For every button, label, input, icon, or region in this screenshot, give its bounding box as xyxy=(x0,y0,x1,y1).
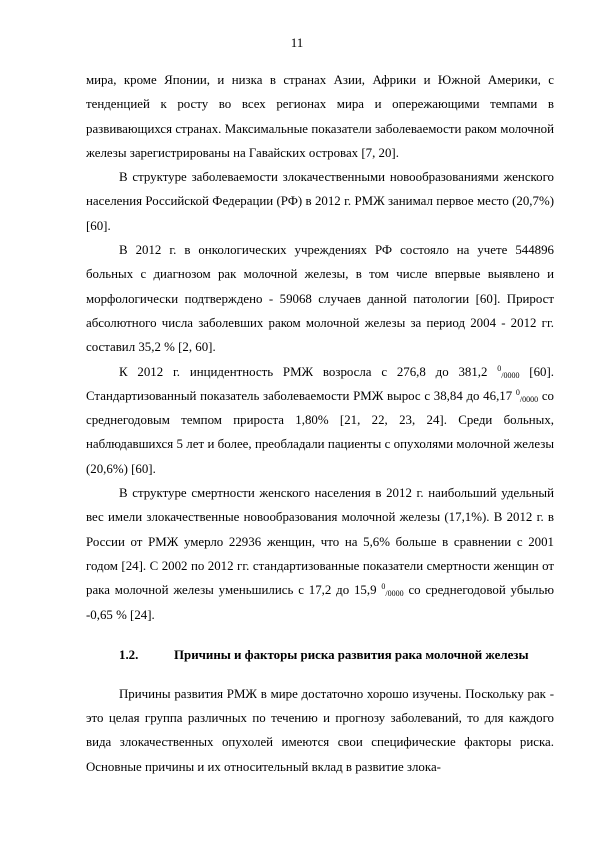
page-number: 11 xyxy=(290,35,304,50)
section-heading xyxy=(86,643,554,667)
unit-subscript: /0000 xyxy=(385,589,404,599)
paragraph-5-part-2: со среднегодовой убылью -0,65 % [24]. xyxy=(86,583,554,622)
section-title: Причины и факторы риска развития рака молочной железы xyxy=(174,647,529,662)
paragraph-1: мира, кроме Японии, и низка в странах Азии, Африки и Южной Америки, с тенденцией к росту во всех регионах мира и опережающими темпами в развивающихся странах. Максимальные показатели заболеваемости раком молочной железы зарегистрированы на Гавайских островах [7, 20]. xyxy=(86,73,554,160)
paragraph-4 xyxy=(86,360,554,481)
paragraph-5 xyxy=(86,481,554,627)
paragraph-5-part-1: В структуре смертности женского населения в 2012 г. наибольший удельный вес имели злокачественные новообразования молочной железы (17,1%). В 2012 г. в России от РМЖ умерло 22936 женщин, что на 5,6% больше в сравнении с 2001 годом [24]. С 2002 по 2012 гг. стандартизованные показатели смертности женщин от рака молочной железы уменьшились с 17,2 до 15,9 xyxy=(86,486,554,598)
paragraph-4-part-2: [60]. Стандартизованный показатель заболеваемости РМЖ вырос с 38,84 до 46,17 xyxy=(86,364,554,403)
unit-superscript: 0 xyxy=(381,582,386,592)
page-body xyxy=(86,68,554,779)
paragraph-6: Причины развития РМЖ в мире достаточно хорошо изучены. Поскольку рак - это целая группа различных по течению и прогнозу заболеваний, то для каждого вида злокачественных опухолей имеются свои специфические факторы риска. Основные причины и их относительный вклад в развитие злока- xyxy=(86,686,554,774)
paragraph-3: В 2012 г. в онкологических учреждениях РФ состояло на учете 544896 больных с диагнозом рак молочной железы, в том числе впервые выявлено и морфологически подтверждено - 59068 случаев данной патологии [60]. Прирост абсолютного числа заболевших раком молочной железы за период 2004 - 2012 гг. составил 35,2 % [2, 60]. xyxy=(86,243,554,355)
paragraph-4-part-1: К 2012 г. инцидентность РМЖ возросла с 276,8 до 381,2 xyxy=(119,364,498,379)
unit-superscript: 0 xyxy=(515,387,520,397)
unit-subscript: /0000 xyxy=(519,394,539,404)
unit-superscript: 0 xyxy=(497,363,502,373)
paragraph-2: В структуре заболеваемости злокачественными новообразованиями женского населения Российской Федерации (РФ) в 2012 г. РМЖ занимал первое место (20,7%) [60]. xyxy=(86,170,554,233)
unit-subscript: /0000 xyxy=(501,370,520,380)
section-number: 1.2. xyxy=(119,647,139,662)
paragraph-4-part-3: со среднегодовым темпом прироста 1,80% [21, 22, 23, 24]. Среди больных, наблюдавшихся 5 лет и более, преобладали пациенты с опухолями молочной железы (20,6%) [60]. xyxy=(86,388,554,476)
